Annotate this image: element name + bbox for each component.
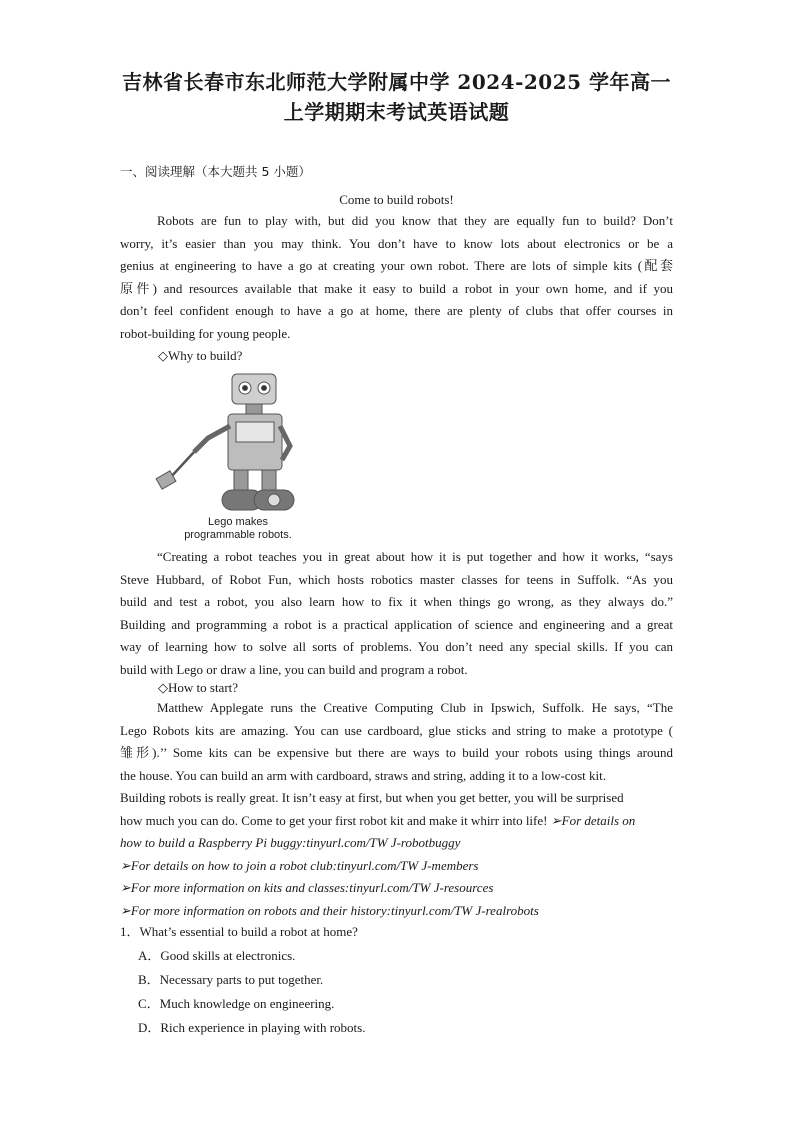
image-caption-line-2: programmable robots. [184, 529, 292, 541]
option-d: D．Rich experience in playing with robots. [138, 1020, 366, 1035]
option-a: A．Good skills at electronics. [138, 948, 296, 963]
exam-title-line-2: 上学期期末考试英语试题 [283, 100, 510, 124]
paragraph-3 [120, 697, 673, 922]
heading-how-to-start: ◇How to start? [158, 680, 239, 695]
robot-arm-left [194, 426, 230, 452]
link-line: how to build a Raspberry Pi buggy:tinyurl.com/TW J-robotbuggy [120, 835, 461, 850]
link-intro: ➢For details on [550, 812, 636, 828]
image-caption-line-1: Lego makes [208, 516, 268, 528]
robot-neck [246, 404, 262, 414]
robot-pupil-right [262, 386, 267, 391]
robot-stick [170, 452, 194, 478]
paragraph-line: way of learning how to solve all sorts of problems. You don’t need any special skills. If you can [120, 639, 673, 654]
paragraph-1 [120, 210, 673, 345]
robot-panel [236, 422, 274, 442]
paragraph-line: 雏形).’’ Some kits can be expensive but there are ways to build your robots using things around [120, 745, 673, 760]
paragraph-text: how much you can do. Come to get your first robot kit and make it whirr into life! [120, 812, 551, 828]
paragraph-line-with-link-start [120, 810, 673, 833]
paragraph-line: Robots are fun to play with, but did you know that they are equally fun to build? Don’t [157, 213, 673, 228]
question-stem: 1．What’s essential to build a robot at home? [120, 924, 358, 939]
paragraph-line: Building and programming a robot is a practical application of science and engineering and a great [120, 616, 673, 632]
link-line: ➢For more information on kits and classes:tinyurl.com/TW J-resources [120, 880, 494, 895]
link-line: ➢For details on how to join a robot club:tinyurl.com/TW J-members [120, 857, 479, 873]
paragraph-line: the house. You can build an arm with cardboard, straws and string, adding it to a low-cost kit. [120, 767, 606, 783]
paragraph-2 [120, 546, 673, 681]
paragraph-line: Lego Robots kits are amazing. You can use cardboard, glue sticks and string to make a prototype ( [120, 722, 673, 738]
robot-pupil-left [243, 386, 248, 391]
option-b: B．Necessary parts to put together. [138, 972, 324, 987]
paragraph-line: build with Lego or draw a line, you can build and program a robot. [120, 661, 468, 677]
paragraph-line: Matthew Applegate runs the Creative Computing Club in Ipswich, Suffolk. He says, “The [157, 700, 673, 715]
option-c: C．Much knowledge on engineering. [138, 996, 335, 1011]
section-heading: 一、阅读理解（本大题共 5 小题） [120, 164, 311, 179]
paragraph-line: worry, it’s easier than you may think. You don’t have to know lots about electronics or be a [120, 235, 673, 251]
paragraph-line: robot-building for young people. [120, 325, 291, 341]
paragraph-line: Building robots is really great. It isn’t easy at first, but when you get better, you will be surprised [120, 790, 624, 805]
paragraph-line: don’t feel confident enough to have a go at home, there are plenty of clubs that offer courses in [120, 303, 673, 318]
heading-why-to-build: ◇Why to build? [158, 348, 243, 363]
robot-hub [268, 494, 280, 506]
paragraph-line: Steve Hubbard, of Robot Fun, which hosts robotics master classes for teens in Suffolk. “As you [120, 571, 673, 587]
paragraph-line: “Creating a robot teaches you in great about how it is put together and how it works, “says [157, 549, 673, 564]
paragraph-line: build and test a robot, you also learn how to fix it when things go wrong, as they always do.” [120, 594, 673, 609]
paragraph-line: 原件) and resources available that make it easy to build a robot in your own home, and if you [120, 280, 673, 296]
paragraph-line: genius at engineering to have a go at creating your own robot. There are lots of simple kits (配套 [120, 258, 673, 273]
lego-robot-image [150, 368, 310, 543]
passage-title: Come to build robots! [339, 192, 454, 207]
link-line: ➢For more information on robots and their history:tinyurl.com/TW J-realrobots [120, 902, 539, 918]
exam-title-line-1: 吉林省长春市东北师范大学附属中学 2024-2025 学年高一 [121, 70, 672, 94]
